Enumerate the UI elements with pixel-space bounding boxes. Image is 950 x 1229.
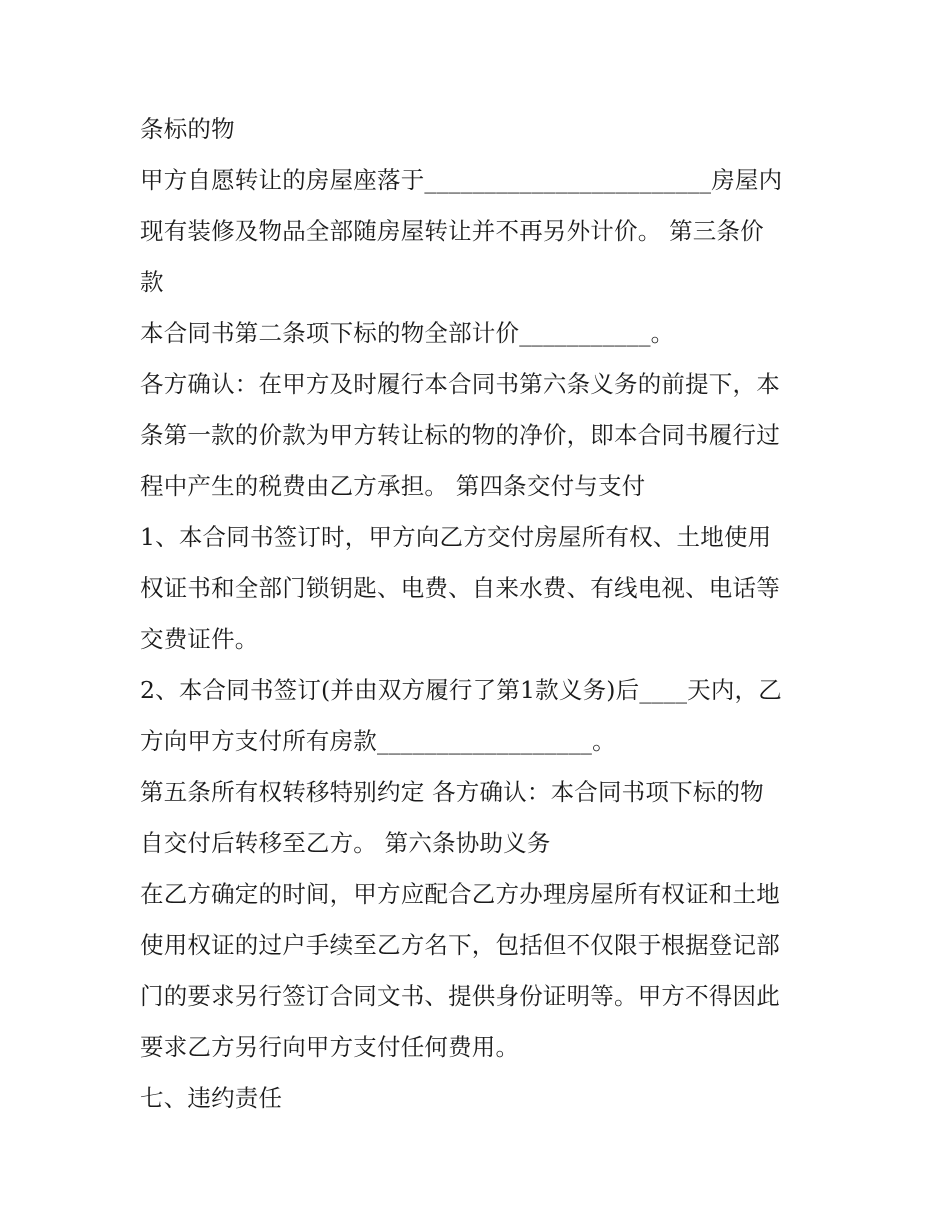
text-line: 七、违约责任 [140, 1084, 283, 1112]
document-body [140, 104, 820, 1124]
text-line: 1、本合同书签订时，甲方向乙方交付房屋所有权、土地使用 [140, 523, 772, 551]
text-line: 本合同书第二条项下标的物全部计价___________。 [140, 319, 675, 347]
text-line: 门的要求另行签订合同文书、提供身份证明等。甲方不得因此 [140, 982, 780, 1010]
text-line: 在乙方确定的时间，甲方应配合乙方办理房屋所有权证和土地 [140, 880, 780, 908]
text-line: 权证书和全部门锁钥匙、电费、自来水费、有线电视、电话等 [140, 574, 780, 602]
text-line: 条标的物 [140, 115, 235, 143]
text-line: 现有装修及物品全部随房屋转让并不再另外计价。 第三条价 [140, 217, 764, 245]
text-line: 2、本合同书签订(并由双方履行了第1款义务)后____天内，乙 [140, 676, 782, 704]
text-line: 款 [140, 268, 164, 296]
text-line: 条第一款的价款为甲方转让标的物的净价，即本合同书履行过 [140, 421, 780, 449]
text-line: 使用权证的过户手续至乙方名下，包括但不仅限于根据登记部 [140, 931, 780, 959]
text-line: 自交付后转移至乙方。 第六条协助义务 [140, 829, 551, 857]
text-line: 交费证件。 [140, 625, 259, 653]
text-line: 各方确认：在甲方及时履行本合同书第六条义务的前提下，本 [140, 370, 780, 398]
text-line: 要求乙方另行向甲方支付任何费用。 [140, 1033, 520, 1061]
text-line: 程中产生的税费由乙方承担。 第四条交付与支付 [140, 472, 646, 500]
text-line: 甲方自愿转让的房屋座落于________________________房屋内 [140, 166, 783, 194]
text-line: 方向甲方支付所有房款__________________。 [140, 727, 616, 755]
text-line: 第五条所有权转移特别约定 各方确认：本合同书项下标的物 [140, 778, 764, 806]
